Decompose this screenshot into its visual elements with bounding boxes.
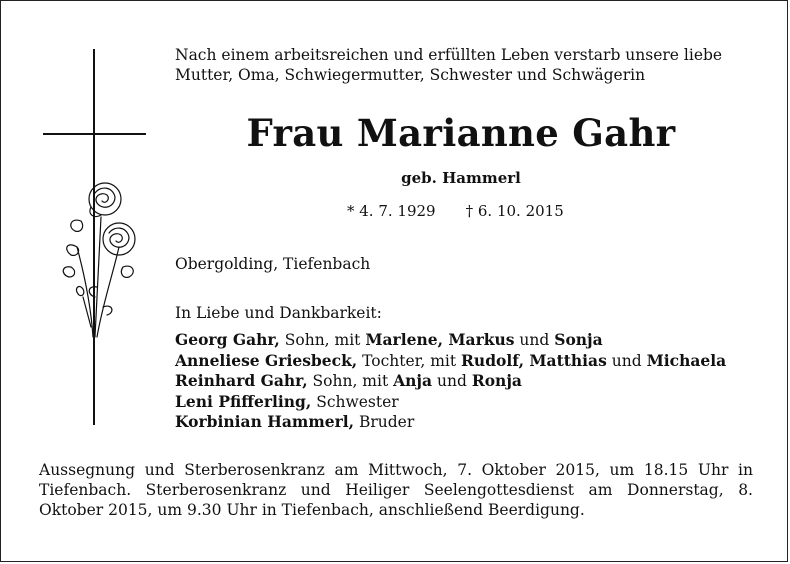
name-bold: Leni Pfifferling, <box>175 391 312 411</box>
relation-text: Sohn, mit <box>307 372 394 390</box>
thanks-line: In Liebe und Dankbarkeit: <box>175 304 382 322</box>
relation-text: Schwester <box>311 392 399 411</box>
family-member-line <box>175 371 726 392</box>
family-member-line <box>175 392 726 413</box>
name-bold: Anja <box>393 371 433 390</box>
maiden-name: geb. Hammerl <box>401 169 521 187</box>
name-bold: Ronja <box>471 371 522 390</box>
relation-text: und <box>432 372 472 390</box>
intro-text: Nach einem arbeitsreichen und erfüllten Leben verstarb unsere liebe Mutter, Oma, Schwiegermutter, Schwester und Schwägerin <box>175 46 723 84</box>
name-bold: Reinhard Gahr, <box>175 371 308 390</box>
name-bold: Michaela <box>646 350 727 370</box>
family-member-line <box>175 330 726 351</box>
birth-date: * 4. 7. 1929 <box>347 202 436 220</box>
name-bold: Anneliese Griesbeck, <box>175 350 358 370</box>
name-bold: Marlene, Markus <box>365 330 515 349</box>
relation-text: und <box>606 351 647 370</box>
relation-text: und <box>514 331 555 349</box>
relation-text: Sohn, mit <box>279 331 366 349</box>
family-member-line <box>175 351 726 372</box>
name-bold: Korbinian Hammerl, <box>175 412 355 431</box>
roses-icon <box>57 177 147 347</box>
name-bold: Rudolf, Matthias <box>461 350 607 370</box>
name-bold: Georg Gahr, <box>175 330 280 349</box>
family-member-line <box>175 412 726 433</box>
name-bold: Sonja <box>554 330 603 349</box>
ceremony-details: Aussegnung und Sterberosenkranz am Mittwoch, 7. Oktober 2015, um 18.15 Uhr in Tiefenbach. Sterberosenkranz und Heiliger Seelengottesdienst am Donnerstag, 8. Oktober 2015, um 9.30 Uhr in Tiefenbach, anschließend Beerdigung. <box>39 461 753 519</box>
deceased-name: Frau Marianne Gahr <box>246 111 676 155</box>
family-list <box>175 330 726 433</box>
relation-text: Tochter, mit <box>357 351 462 370</box>
life-dates <box>347 202 564 220</box>
death-date: † 6. 10. 2015 <box>465 202 564 220</box>
residence: Obergolding, Tiefenbach <box>175 255 371 273</box>
relation-text: Bruder <box>354 413 415 431</box>
